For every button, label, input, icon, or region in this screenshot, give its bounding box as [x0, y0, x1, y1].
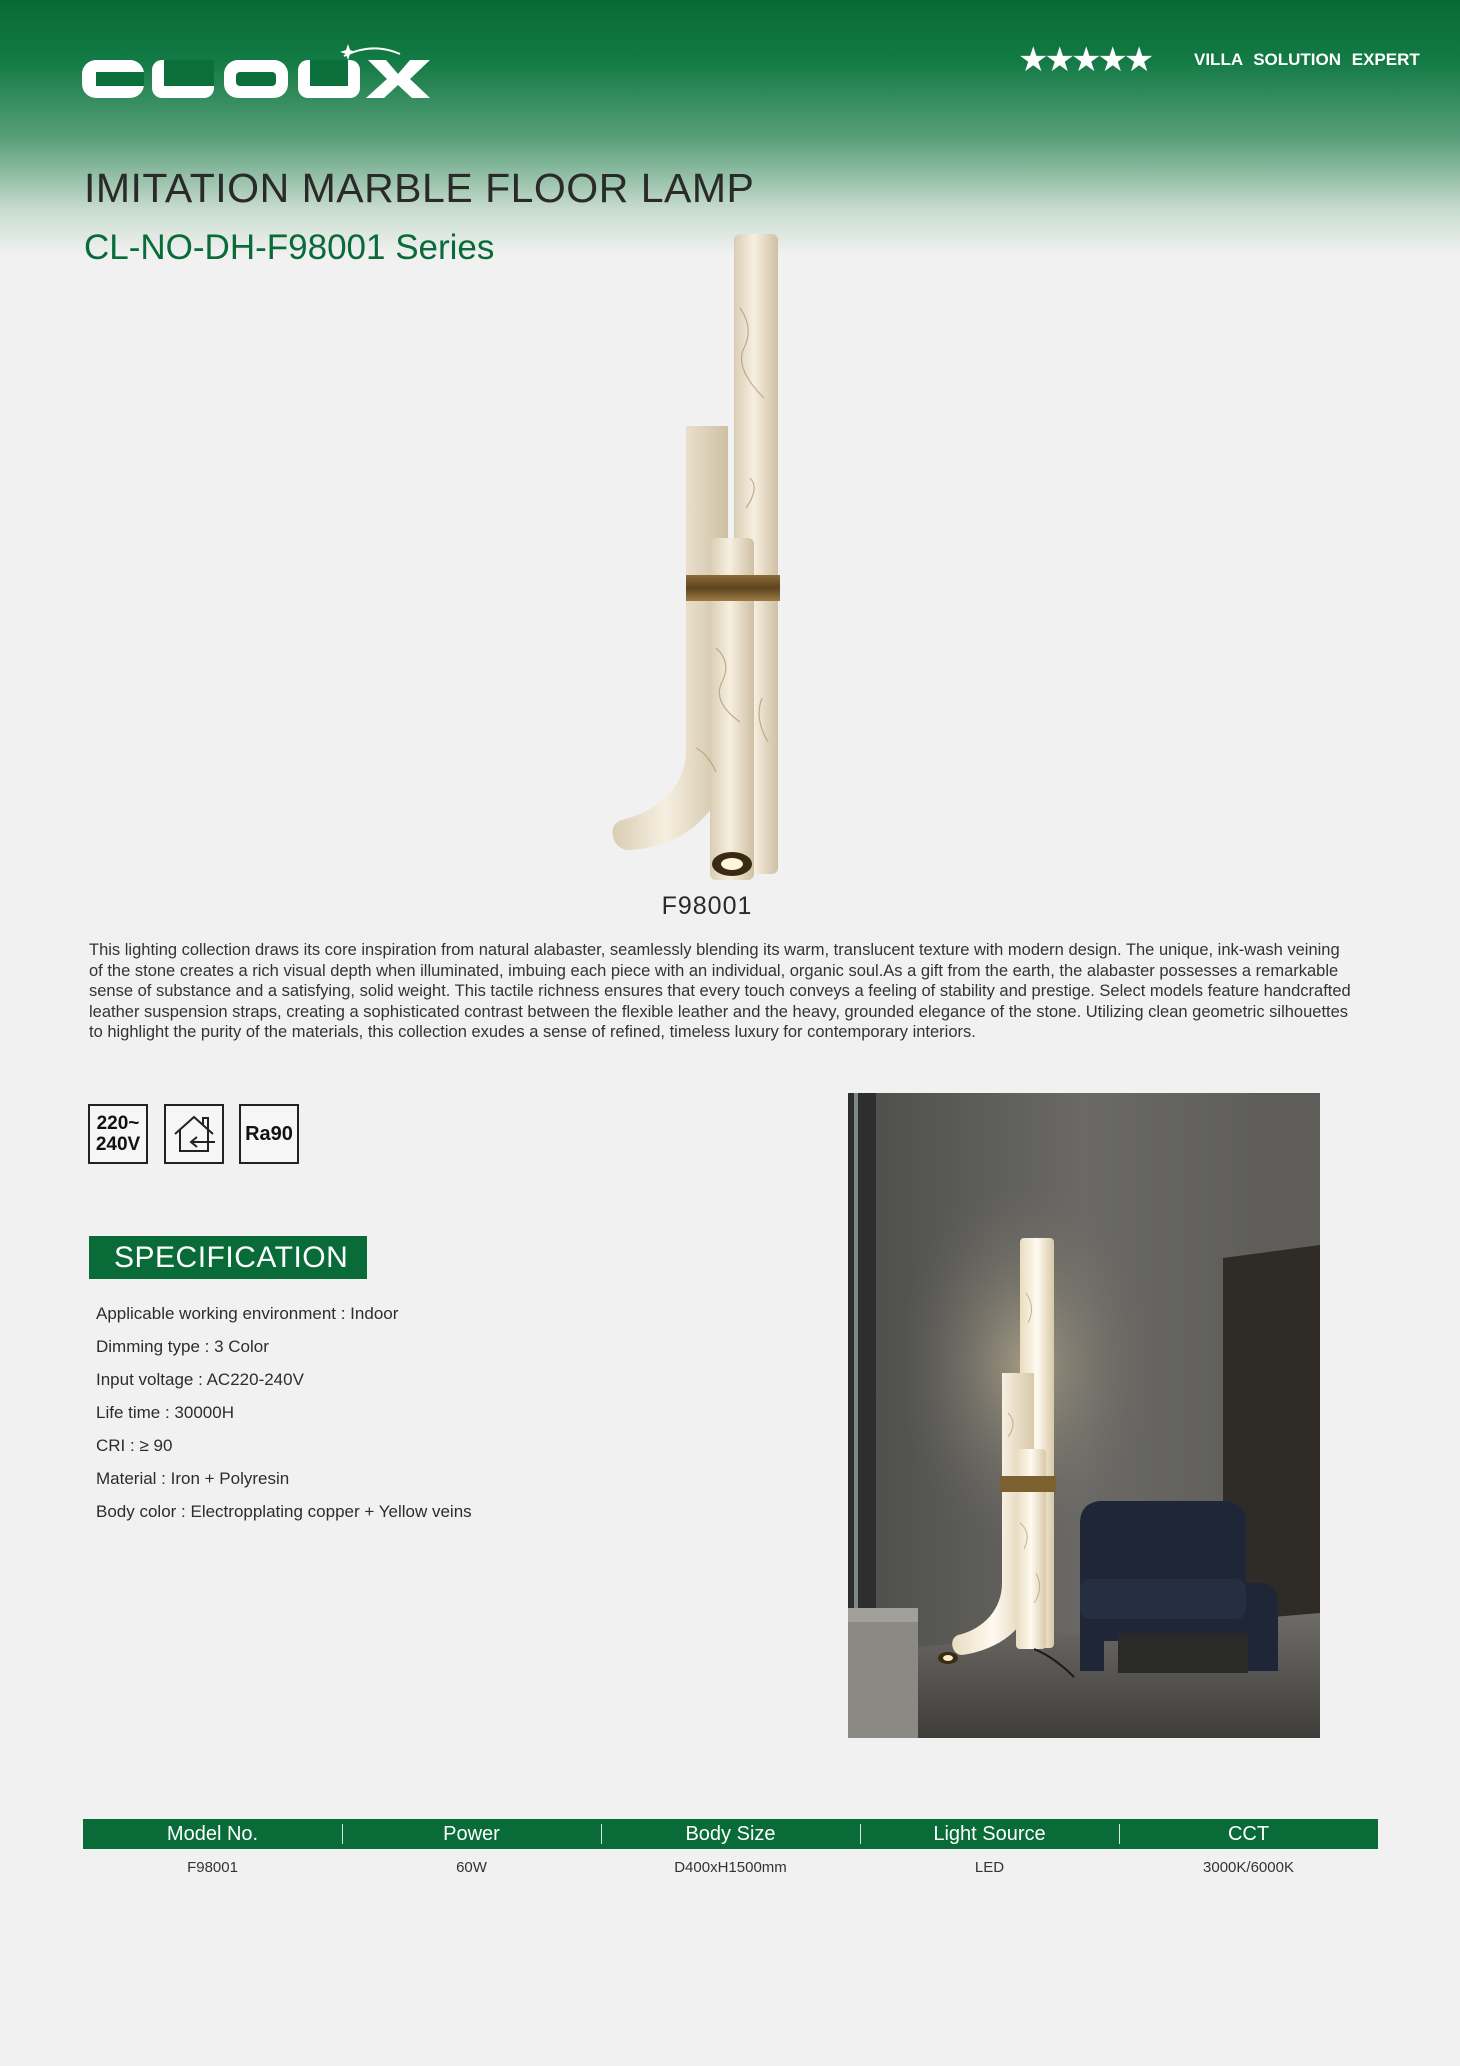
spec-item: Applicable working environment : Indoor [96, 1304, 399, 1323]
cri-badge: Ra90 [239, 1104, 299, 1164]
cloux-logo [82, 42, 434, 104]
series-title: CL-NO-DH-F98001 Series [84, 228, 495, 267]
rating-stars: ★★★★★ [1018, 40, 1151, 80]
voltage-line-2: 240V [95, 1134, 141, 1155]
specification-table [83, 1819, 1378, 1885]
spec-item: Dimming type : 3 Color [96, 1337, 269, 1356]
spec-item: Input voltage : AC220-240V [96, 1370, 304, 1389]
spec-item: CRI : ≥ 90 [96, 1436, 173, 1455]
column-header-power: Power [342, 1819, 601, 1849]
model-caption: F98001 [661, 892, 753, 920]
voltage-line-1: 220~ [96, 1113, 140, 1134]
cell-power: 60W [456, 1858, 487, 1876]
table-row [83, 1849, 1378, 1885]
cell-body-size: D400xH1500mm [674, 1858, 787, 1876]
voltage-badge [88, 1104, 148, 1164]
spec-item: Life time : 30000H [96, 1403, 234, 1422]
table-header-row [83, 1819, 1378, 1849]
house-indoor-icon [171, 1112, 217, 1156]
spec-item: Body color : Electropplating copper + Yellow veins [96, 1502, 472, 1521]
room-scene-photo [848, 1093, 1320, 1738]
specification-list [96, 1303, 472, 1534]
page-title: IMITATION MARBLE FLOOR LAMP [84, 165, 755, 211]
column-header-light-source: Light Source [860, 1819, 1119, 1849]
column-header-model: Model No. [83, 1819, 342, 1849]
spec-item: Material : Iron + Polyresin [96, 1469, 290, 1488]
header-band [0, 0, 1460, 260]
cell-model: F98001 [187, 1858, 238, 1876]
column-header-body-size: Body Size [601, 1819, 860, 1849]
specification-heading: SPECIFICATION [89, 1236, 367, 1279]
cell-light-source: LED [974, 1858, 1005, 1876]
tagline: VILLA SOLUTION EXPERT [1194, 50, 1420, 69]
column-header-cct: CCT [1119, 1819, 1378, 1849]
product-description: This lighting collection draws its core inspiration from natural alabaster, seamlessly blending its warm, translucent texture with modern design. The unique, ink-wash veining of the stone creates a rich visual depth when illuminated, imbuing each piece with an individual, organic soul.As a gift from the earth, the alabaster possesses a remarkable sense of substance and a satisfying, solid weight. This tactile richness ensures that every touch conveys a feeling of stability and prestige. Select models feature handcrafted leather suspension straps, creating a sophisticated contrast between the flexible leather and the heavy, grounded elegance of the stone. Utilizing clean geometric silhouettes to highlight the purity of the materials, this collection exudes a sense of refined, timeless luxury for contemporary interiors. [89, 941, 1351, 1042]
floor-lamp-product-image [600, 228, 800, 888]
indoor-badge [164, 1104, 224, 1164]
cell-cct: 3000K/6000K [1203, 1858, 1294, 1876]
